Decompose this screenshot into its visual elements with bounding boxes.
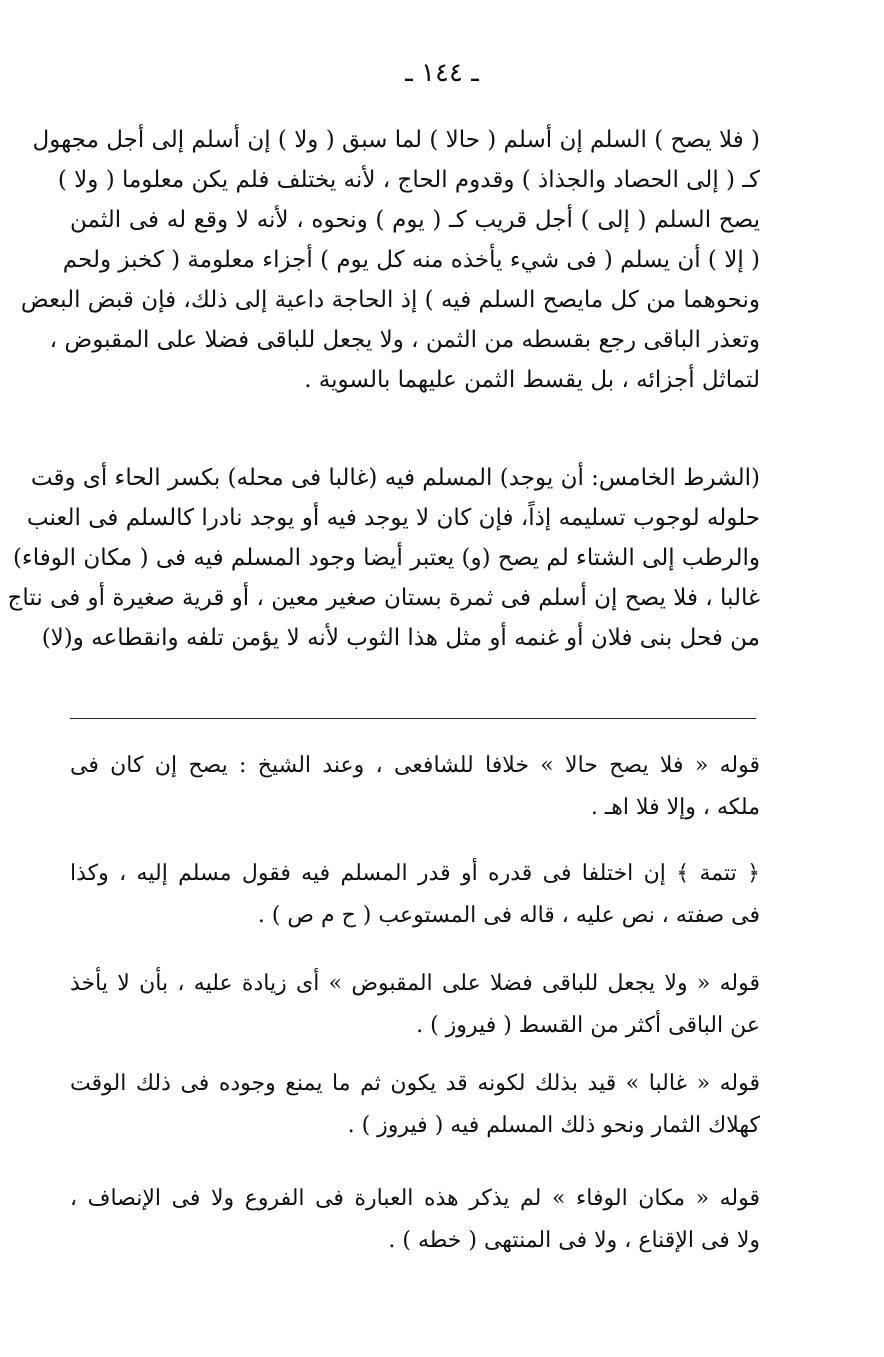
- footnote: [70, 745, 760, 829]
- footnote-line: قوله « فلا يصح حالا » خلافا للشافعى ، وعند الشيخ : يصح إن كان فى: [70, 753, 760, 778]
- main-paragraph-1: [20, 120, 760, 400]
- footnote: [70, 1063, 760, 1147]
- footnote-line: ملكه ، وإلا فلا اهـ .: [590, 795, 760, 820]
- text-line: وتعذر الباقى رجع بقسطه من الثمن ، ولا يجعل للباقى فضلا على المقبوض ،: [49, 327, 760, 353]
- text-line: غالبا ، فلا يصح إن أسلم فى ثمرة بستان صغير معين ، أو قرية صغيرة أو فى نتاج: [7, 585, 760, 611]
- footnote: [70, 963, 760, 1047]
- footnote-line: قوله « غالبا » قيد بذلك لكونه قد يكون ثم ما يمنع وجوده فى ذلك الوقت: [70, 1071, 760, 1096]
- text-line: والرطب إلى الشتاء لم يصح (و) يعتبر أيضا وجود المسلم فيه فى ( مكان الوفاء): [12, 545, 760, 571]
- text-line: ( فلا يصح ) السلم إن أسلم ( حالا ) لما سبق ( ولا ) إن أسلم إلى أجل مجهول: [32, 127, 760, 153]
- text-line: من فحل بنى فلان أو غنمه أو مثل هذا الثوب لأنه لا يؤمن تلفه وانقطاعه و(لا): [41, 625, 760, 651]
- footnote-line: عن الباقى أكثر من القسط ( فيروز ) .: [416, 1013, 760, 1038]
- main-paragraph-2: [7, 458, 760, 658]
- footnote: [70, 853, 760, 937]
- footnote-line: ﴿ تتمة ﴾ إن اختلفا فى قدره أو قدر المسلم فيه فقول مسلم إليه ، وكذا: [70, 861, 760, 886]
- footnote-line: ولا فى الإقناع ، ولا فى المنتهى ( خطه ) .: [388, 1228, 760, 1253]
- page-number: ـ ١٤٤ ـ: [405, 58, 479, 88]
- footnote: [70, 1178, 760, 1262]
- footnote-divider: [70, 718, 756, 719]
- text-line: حلوله لوجوب تسليمه إذاً، فإن كان لا يوجد فيه أو يوجد نادرا كالسلم فى العنب: [26, 505, 760, 531]
- footnote-line: فى صفته ، نص عليه ، قاله فى المستوعب ( ح م ص ) .: [257, 903, 760, 928]
- text-line: لتماثل أجزائه ، بل يقسط الثمن عليهما بالسوية .: [304, 367, 760, 393]
- text-line: يصح السلم ( إلى ) أجل قريب كـ ( يوم ) ونحوه ، لأنه لا وقع له فى الثمن: [70, 207, 760, 233]
- text-line: ونحوهما من كل مايصح السلم فيه ) إذ الحاجة داعية إلى ذلك، فإن قبض البعض: [20, 287, 760, 313]
- text-line: كـ ( إلى الحصاد والجذاذ ) وقدوم الحاج ، لأنه يختلف فلم يكن معلوما ( ولا ): [57, 167, 760, 193]
- footnote-line: قوله « ولا يجعل للباقى فضلا على المقبوض » أى زيادة عليه ، بأن لا يأخذ: [70, 971, 760, 996]
- footnote-line: كهلاك الثمار ونحو ذلك المسلم فيه ( فيروز ) .: [347, 1113, 760, 1138]
- text-line: (الشرط الخامس: أن يوجد) المسلم فيه (غالبا فى محله) بكسر الحاء أى وقت: [30, 465, 760, 491]
- footnote-line: قوله « مكان الوفاء » لم يذكر هذه العبارة فى الفروع ولا فى الإنصاف ،: [70, 1186, 760, 1211]
- text-line: ( إلا ) أن يسلم ( فى شيء يأخذه منه كل يوم ) أجزاء معلومة ( كخبز ولحم: [62, 247, 760, 273]
